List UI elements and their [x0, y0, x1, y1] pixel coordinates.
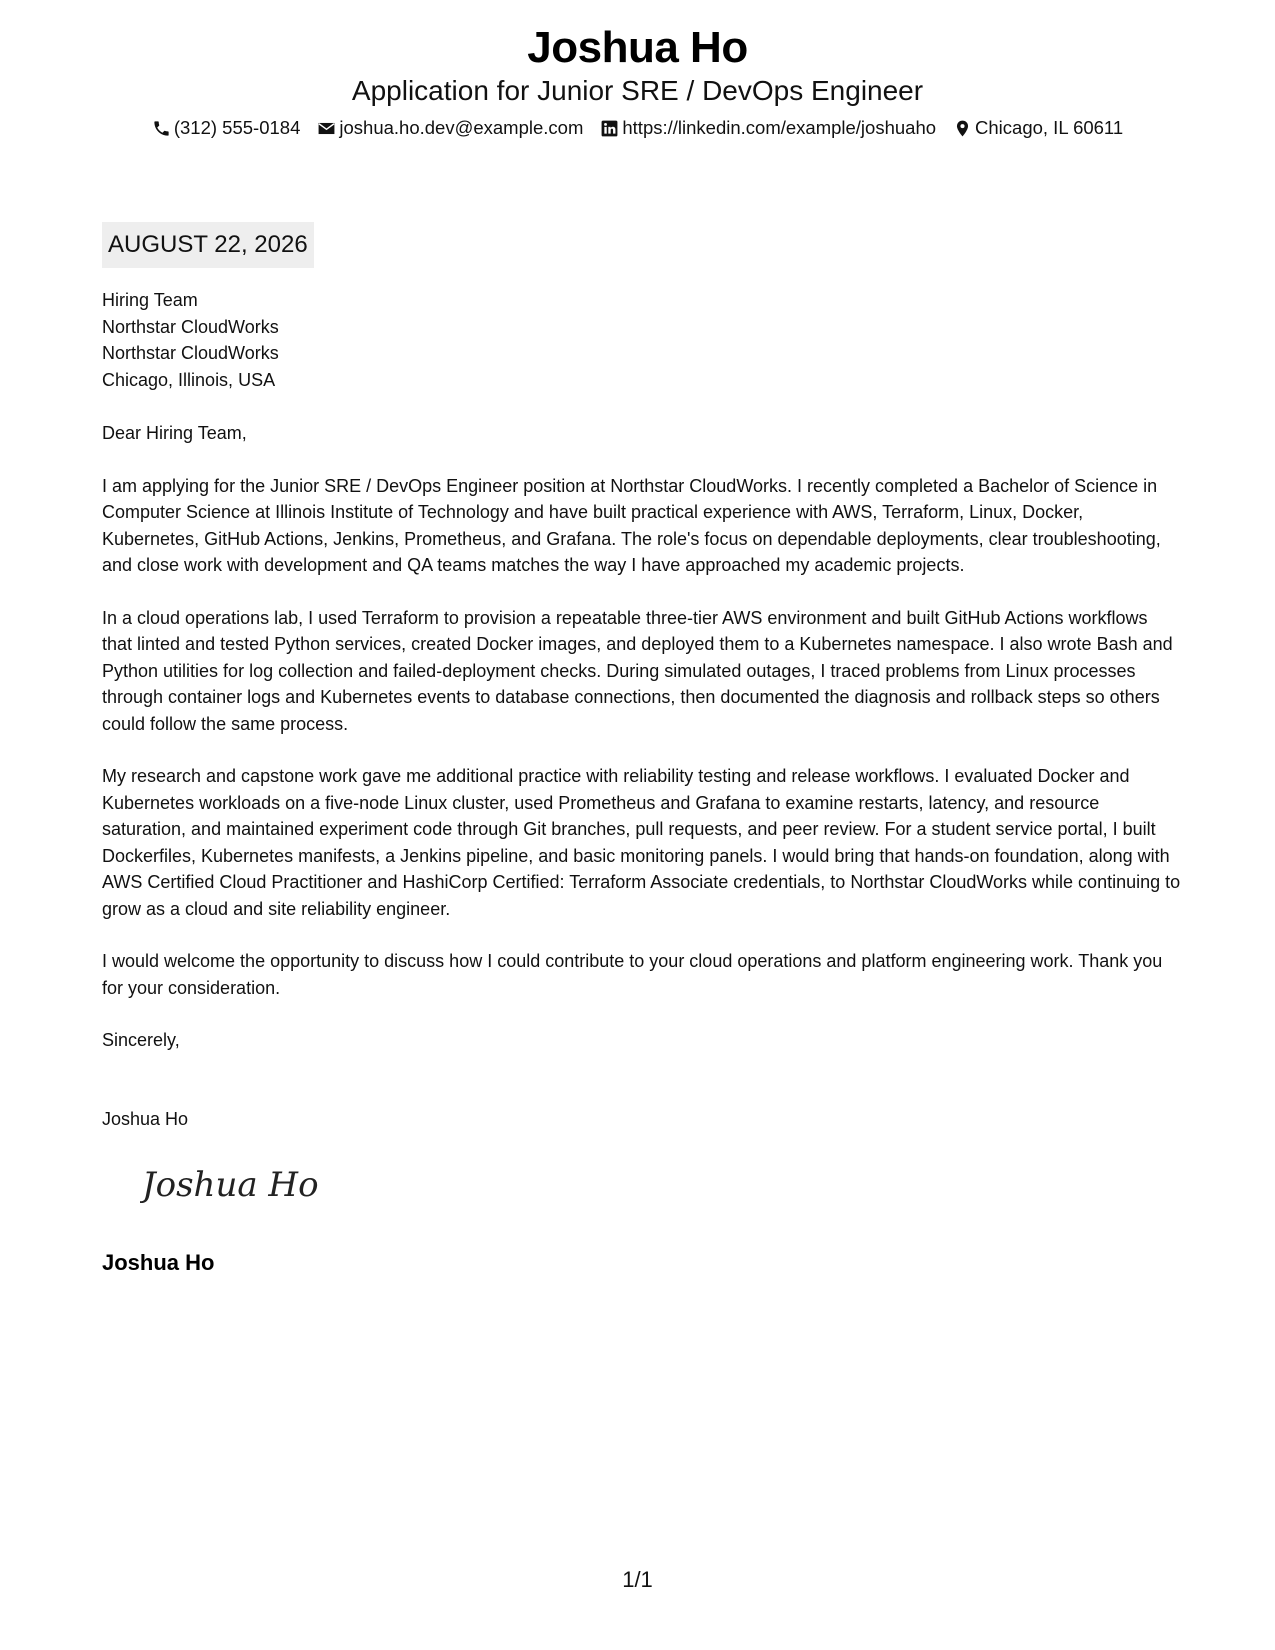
- recipient-block: [102, 287, 1182, 393]
- handwritten-signature: [140, 1158, 320, 1208]
- recipient-line: Hiring Team: [102, 290, 198, 310]
- salutation: Dear Hiring Team,: [102, 423, 247, 443]
- letter-header: [0, 22, 1275, 140]
- letter-body: [102, 287, 1182, 1132]
- recipient-line: Chicago, Illinois, USA: [102, 369, 276, 390]
- letter-date: AUGUST 22, 2026: [102, 222, 314, 268]
- recipient-line: Northstar CloudWorks: [102, 343, 279, 363]
- envelope-icon: [317, 119, 336, 138]
- closing: Sincerely,: [102, 1030, 180, 1050]
- page-number: 1/1: [622, 1567, 653, 1592]
- contact-email: [317, 116, 583, 140]
- phone-icon: [152, 119, 171, 138]
- body-paragraph: My research and capstone work gave me additional practice with reliability testing and release workflows. I evaluated Docker and Kubernetes workloads on a five-node Linux cluster, used Prometheus and Grafana to examine restarts, latency, and resource saturation, and maintained experiment code through Git branches, pull requests, and peer review. For a student service portal, I built Dockerfiles, Kubernetes manifests, a Jenkins pipeline, and basic monitoring panels. I would bring that hands-on foundation, along with AWS Certified Cloud Practitioner and HashiCorp Certified: Terraform Associate credentials, to Northstar CloudWorks while continuing to grow as a cloud and site reliability engineer.: [102, 766, 1181, 919]
- signature-name: Joshua Ho: [102, 1250, 215, 1275]
- location-text: Chicago, IL 60611: [975, 117, 1124, 138]
- typed-name: Joshua Ho: [102, 1108, 189, 1129]
- application-title: Application for Junior SRE / DevOps Engineer: [351, 75, 924, 106]
- body-paragraph: In a cloud operations lab, I used Terraform to provision a repeatable three-tier AWS environment and built GitHub Actions workflows that linted and tested Python services, created Docker images, and deployed them to a Kubernetes namespace. I also wrote Bash and Python utilities for log collection and failed-deployment checks. During simulated outages, I traced problems from Linux processes through container logs and Kubernetes events to database connections, then documented the diagnosis and rollback steps so others could follow the same process.: [102, 607, 1173, 734]
- map-marker-icon: [953, 119, 972, 138]
- contact-linkedin: [600, 116, 936, 140]
- applicant-name: Joshua Ho: [527, 23, 748, 72]
- body-paragraph: I would welcome the opportunity to discuss how I could contribute to your cloud operations and platform engineering work. Thank you for your consideration.: [102, 951, 1163, 998]
- email-text: joshua.ho.dev@example.com: [339, 117, 584, 138]
- recipient-line: Northstar CloudWorks: [102, 316, 279, 337]
- contact-location: [953, 116, 1123, 140]
- body-paragraph: I am applying for the Junior SRE / DevOps Engineer position at Northstar CloudWorks. I recently completed a Bachelor of Science in Computer Science at Illinois Institute of Technology and have built practical experience with AWS, Terraform, Linux, Docker, Kubernetes, GitHub Actions, Jenkins, Prometheus, and Grafana. The role's focus on dependable deployments, clear troubleshooting, and close work with development and QA teams matches the way I have approached my academic projects.: [102, 475, 1161, 575]
- svg-text:Joshua Ho: Joshua Ho: [142, 1165, 319, 1205]
- linkedin-text: https://linkedin.com/example/joshuaho: [622, 117, 937, 138]
- contact-bar: [0, 116, 1275, 140]
- linkedin-icon: [600, 119, 619, 138]
- phone-text: (312) 555-0184: [173, 117, 301, 138]
- contact-phone: [152, 116, 301, 140]
